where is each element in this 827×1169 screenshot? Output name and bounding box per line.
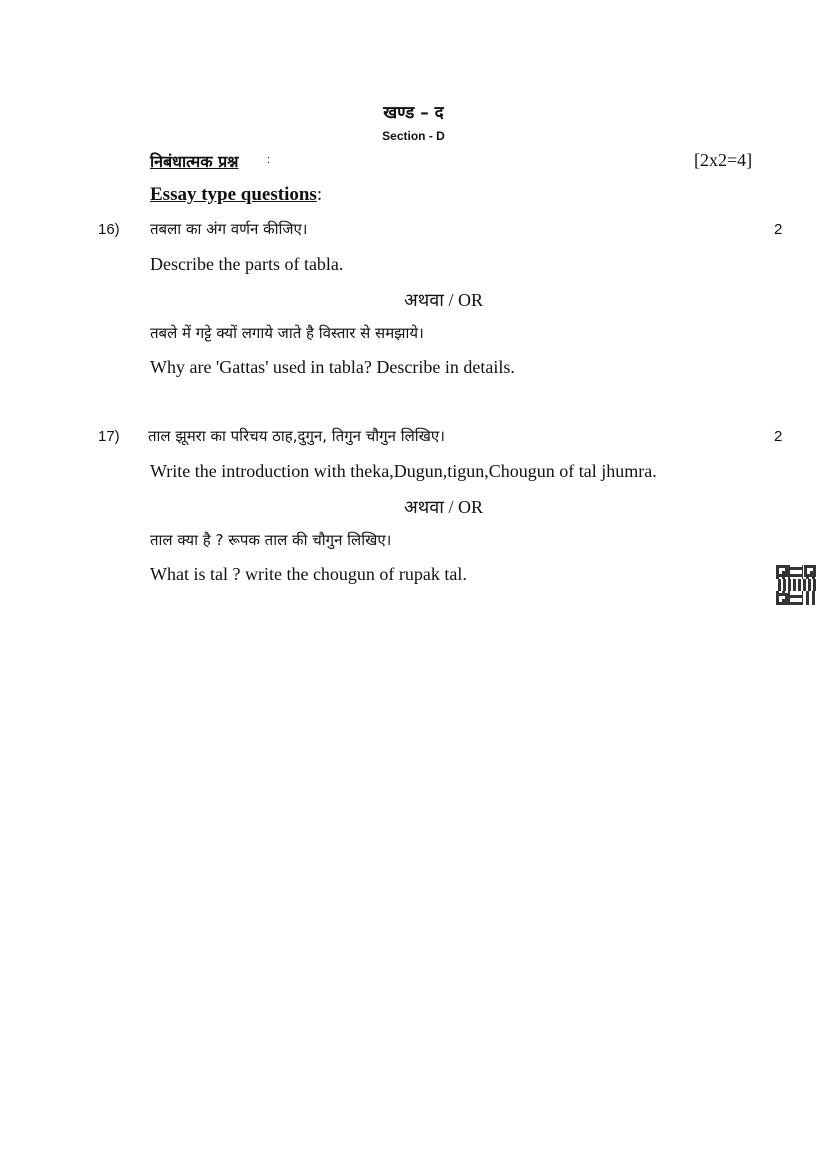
question-number: 17) [98, 428, 120, 445]
question-english: Describe the parts of tabla. [150, 254, 344, 274]
question-marks: 2 [774, 221, 783, 238]
section-hindi-title: खण्ड – द [383, 103, 444, 123]
or-separator: अथवा / OR [404, 290, 483, 310]
question-number: 16) [98, 221, 120, 238]
total-marks: [2x2=4] [694, 150, 753, 170]
section-english-title: Section - D [382, 129, 445, 143]
essay-heading-english-text: Essay type questions [150, 184, 317, 205]
alternate-question-english: Why are 'Gattas' used in tabla? Describe in details. [150, 357, 515, 377]
essay-heading-english-colon: : [316, 184, 323, 205]
question-marks: 2 [774, 428, 783, 445]
heading-colon: : [267, 154, 271, 166]
alternate-question-hindi: तबले में गट्टे क्यों लगाये जाते है विस्तार से समझाये। [150, 324, 424, 342]
qr-code-icon [776, 565, 816, 605]
question-hindi: तबला का अंग वर्णन कीजिए। [150, 220, 308, 238]
question-hindi: ताल झूमरा का परिचय ठाह,दुगुन, तिगुन चौगुन लिखिए। [148, 427, 445, 445]
essay-heading-hindi: निबंधात्मक प्रश्न [150, 152, 239, 171]
essay-heading-english [150, 184, 322, 206]
alternate-question-english: What is tal ? write the chougun of rupak tal. [150, 564, 467, 584]
alternate-question-hindi: ताल क्या है ? रूपक ताल की चौगुन लिखिए। [150, 531, 392, 549]
question-english: Write the introduction with theka,Dugun,tigun,Chougun of tal jhumra. [150, 461, 657, 481]
or-separator: अथवा / OR [404, 497, 483, 517]
